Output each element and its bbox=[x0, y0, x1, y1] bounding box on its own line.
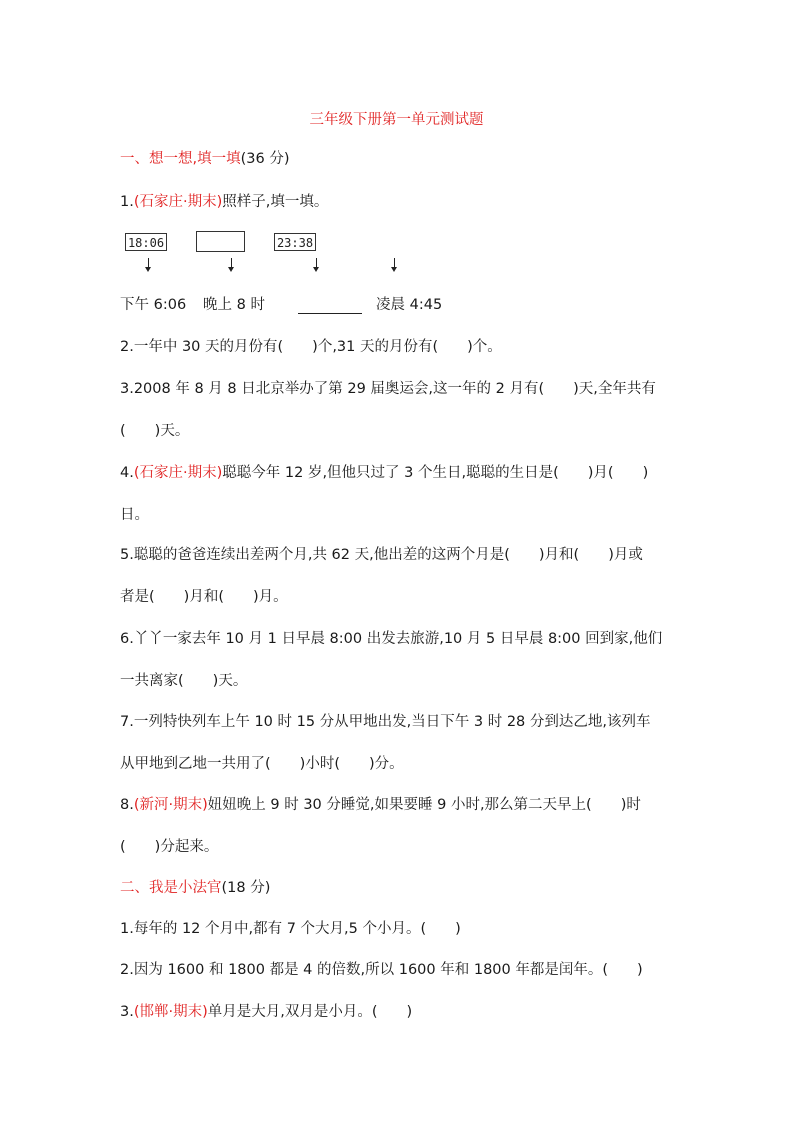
question-6: 6.丫丫一家去年 10 月 1 日早晨 8:00 出发去旅游,10 月 5 日早晨 8:00 回到家,他们 bbox=[120, 631, 663, 647]
digital-clock-1: 18:06 bbox=[125, 233, 167, 251]
question-5: 5.聪聪的爸爸连续出差两个月,共 62 天,他出差的这两个月是( )月和( )月或 bbox=[120, 547, 643, 563]
question-number: 3. bbox=[120, 1004, 134, 1020]
page-title: 三年级下册第一单元测试题 bbox=[309, 112, 484, 128]
source-tag: (新河·期末) bbox=[133, 797, 208, 813]
answer-blank-line bbox=[298, 313, 362, 314]
question-text: 聪聪今年 12 岁,但他只过了 3 个生日,聪聪的生日是( )月( ) bbox=[222, 465, 649, 481]
question-3-line-1: 3.2008 年 8 月 8 日北京举办了第 29 届奥运会,这一年的 2 月有( )天,全年共有 bbox=[120, 381, 656, 397]
down-arrow-icon bbox=[228, 258, 235, 272]
judge-question-2: 2.因为 1600 和 1800 都是 4 的倍数,所以 1600 年和 1800 年都是闰年。( ) bbox=[120, 962, 643, 978]
question-5-line-2: 者是( )月和( )月。 bbox=[120, 589, 288, 605]
section1-title: 一、想一想,填一填 bbox=[120, 151, 241, 167]
question-text: 单月是大月,双月是小月。( ) bbox=[207, 1004, 413, 1020]
question-6-line-2: 一共离家( )天。 bbox=[120, 673, 248, 689]
judge-question-3 bbox=[120, 1003, 412, 1021]
down-arrow-icon bbox=[391, 258, 398, 272]
question-7: 7.一列特快列车上午 10 时 15 分从甲地出发,当日下午 3 时 28 分到达乙地,该列车 bbox=[120, 714, 651, 730]
source-tag: (石家庄·期末) bbox=[133, 465, 223, 481]
question-3-line-2: ( )天。 bbox=[120, 423, 190, 439]
question-3 bbox=[120, 380, 674, 398]
down-arrow-icon bbox=[145, 258, 152, 272]
question-7-line-2: 从甲地到乙地一共用了( )小时( )分。 bbox=[120, 756, 404, 772]
time-answer-4: 凌晨 4:45 bbox=[376, 297, 443, 313]
question-2: 2.一年中 30 天的月份有( )个,31 天的月份有( )个。 bbox=[120, 339, 502, 355]
source-tag: (邯郸·期末) bbox=[133, 1004, 208, 1020]
source-tag: (石家庄·期末) bbox=[133, 194, 223, 210]
question-8 bbox=[120, 796, 641, 814]
question-number: 8. bbox=[120, 797, 134, 813]
section2-title: 二、我是小法官 bbox=[120, 880, 222, 896]
section2-points: (18 分) bbox=[221, 880, 271, 896]
question-text: 照样子,填一填。 bbox=[222, 194, 329, 210]
question-1 bbox=[120, 193, 328, 211]
section1-heading bbox=[120, 150, 289, 168]
time-answer-2: 晚上 8 时 bbox=[203, 297, 265, 313]
down-arrow-icon bbox=[313, 258, 320, 272]
digital-clock-3: 23:38 bbox=[274, 233, 316, 251]
section2-heading bbox=[120, 879, 270, 897]
time-answer-1: 下午 6:06 bbox=[120, 297, 187, 313]
judge-question-1: 1.每年的 12 个月中,都有 7 个大月,5 个小月。( ) bbox=[120, 921, 461, 937]
digital-clock-blank bbox=[196, 231, 245, 252]
question-8-line-2: ( )分起来。 bbox=[120, 839, 219, 855]
question-number: 4. bbox=[120, 465, 134, 481]
section1-points: (36 分) bbox=[240, 151, 290, 167]
question-text: 妞妞晚上 9 时 30 分睡觉,如果要睡 9 小时,那么第二天早上( )时 bbox=[207, 797, 641, 813]
question-4 bbox=[120, 464, 648, 482]
question-4-line-2: 日。 bbox=[120, 507, 149, 523]
question-number: 1. bbox=[120, 194, 134, 210]
